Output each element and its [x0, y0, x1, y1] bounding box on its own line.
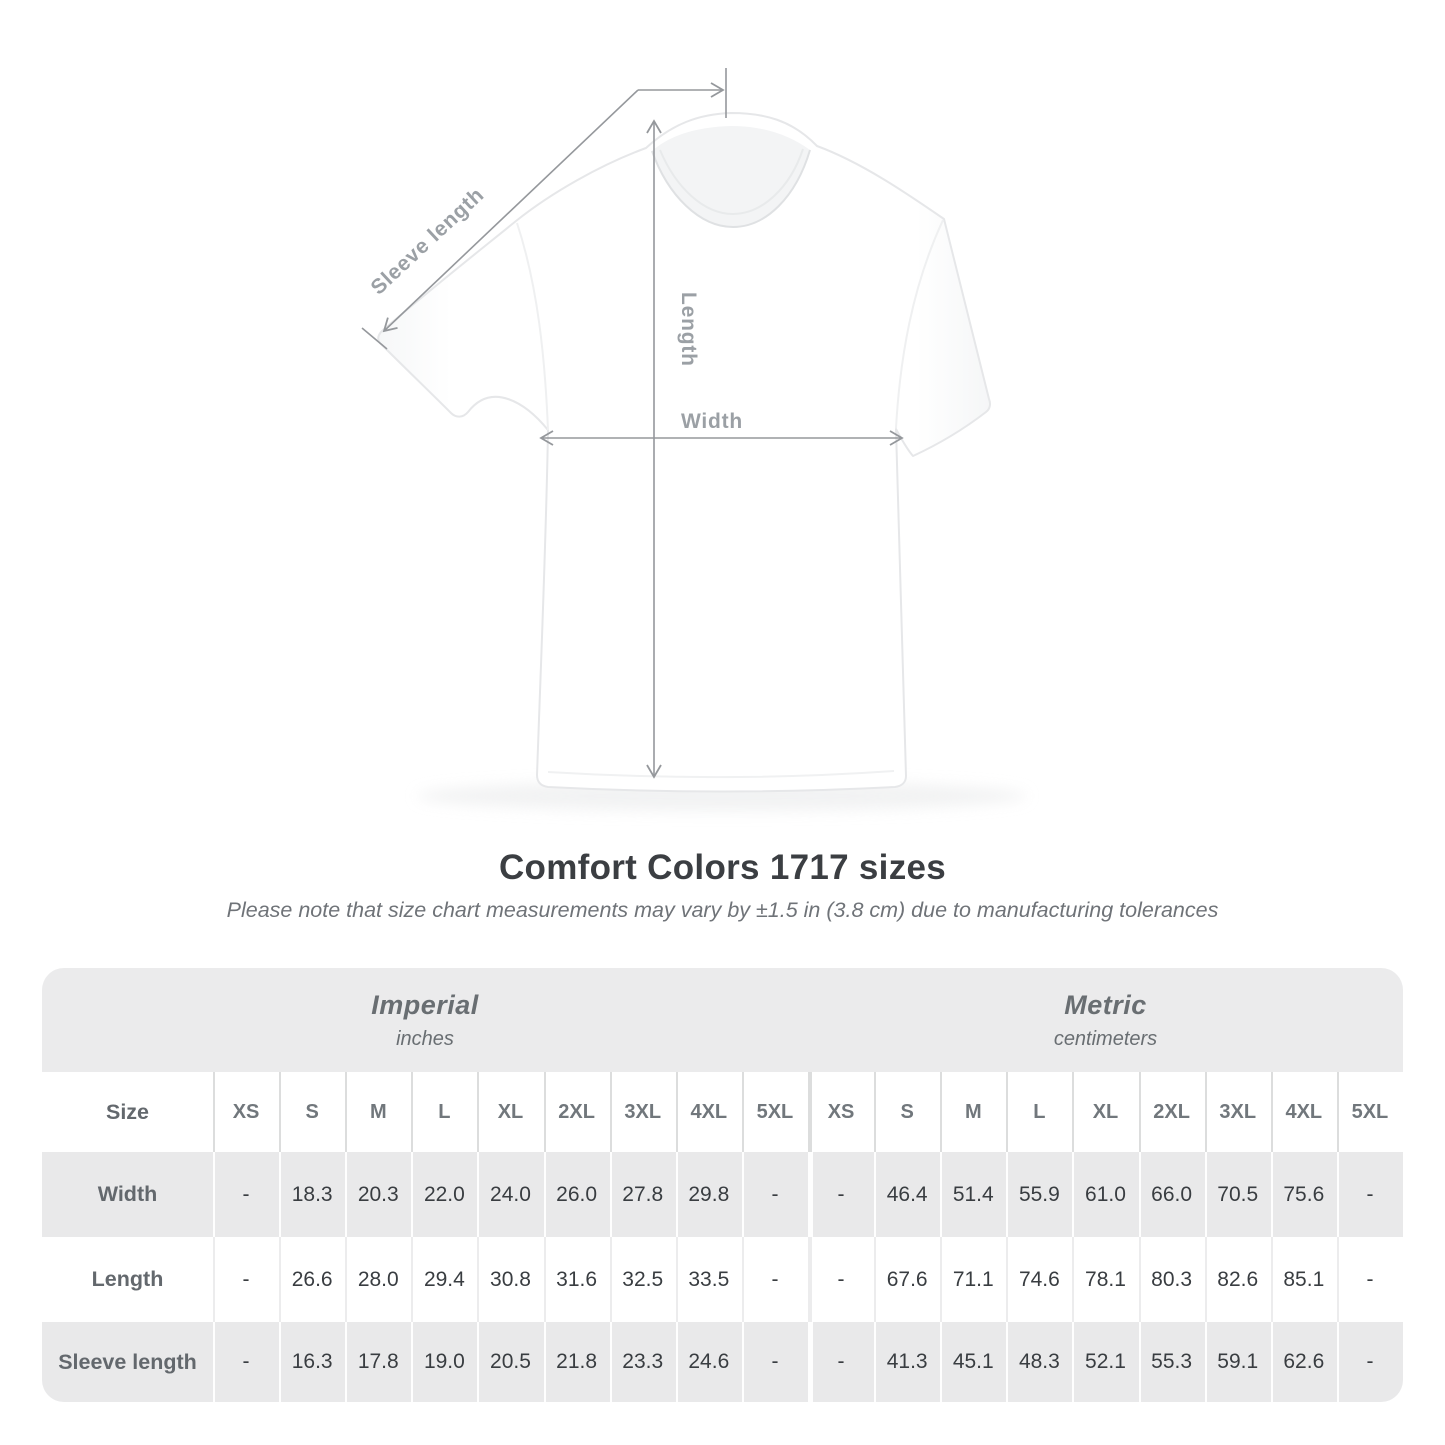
table-cell: 70.5: [1205, 1152, 1271, 1237]
table-cell: 20.5: [477, 1322, 543, 1402]
table-cell: 71.1: [940, 1237, 1006, 1322]
table-cell: 29.8: [676, 1152, 742, 1237]
table-cell: 41.3: [874, 1322, 940, 1402]
table-cell: 80.3: [1139, 1237, 1205, 1322]
table-cell: 46.4: [874, 1152, 940, 1237]
table-cell: 22.0: [411, 1152, 477, 1237]
table-cell: 74.6: [1006, 1237, 1072, 1322]
table-cell: 51.4: [940, 1152, 1006, 1237]
table-cell: 23.3: [610, 1322, 676, 1402]
length-label: Length: [677, 292, 700, 367]
size-col-header: 3XL: [610, 1072, 676, 1152]
table-cell: 24.6: [676, 1322, 742, 1402]
size-table: [42, 968, 1403, 1402]
table-cell: 19.0: [411, 1322, 477, 1402]
table-cell: 62.6: [1271, 1322, 1337, 1402]
row-label: Length: [91, 1267, 164, 1291]
size-col-header: 3XL: [1205, 1072, 1271, 1152]
size-col-header: M: [940, 1072, 1006, 1152]
table-cell: -: [1337, 1152, 1403, 1237]
sleeve-length-label: Sleeve length: [366, 183, 489, 300]
table-cell: 33.5: [676, 1237, 742, 1322]
table-cell: 20.3: [345, 1152, 411, 1237]
table-cell: -: [1337, 1322, 1403, 1402]
size-col-header: 4XL: [1271, 1072, 1337, 1152]
size-col-header: S: [279, 1072, 345, 1152]
table-row-width: [42, 1152, 1403, 1237]
table-cell: 26.0: [544, 1152, 610, 1237]
row-label: Sleeve length: [58, 1349, 197, 1374]
size-col-header: XL: [1072, 1072, 1138, 1152]
table-cell: -: [1337, 1237, 1403, 1322]
table-cell: 48.3: [1006, 1322, 1072, 1402]
table-cell: 67.6: [874, 1237, 940, 1322]
metric-group-header: [808, 968, 1403, 1072]
table-cell: 59.1: [1205, 1322, 1271, 1402]
page-title: Comfort Colors 1717 sizes: [498, 848, 947, 887]
table-cell: 21.8: [544, 1322, 610, 1402]
table-cell: -: [808, 1152, 874, 1237]
imperial-group-header: [42, 968, 808, 1072]
table-cell: 32.5: [610, 1237, 676, 1322]
table-cell: 17.8: [345, 1322, 411, 1402]
table-cell: 55.3: [1139, 1322, 1205, 1402]
table-cell: 24.0: [477, 1152, 543, 1237]
table-cell: 85.1: [1271, 1237, 1337, 1322]
size-col-header: 4XL: [676, 1072, 742, 1152]
table-cell: -: [213, 1322, 279, 1402]
table-cell: -: [213, 1152, 279, 1237]
table-cell: 82.6: [1205, 1237, 1271, 1322]
table-cell: 27.8: [610, 1152, 676, 1237]
size-header: Size: [105, 1099, 150, 1124]
size-header-row: [42, 1072, 1403, 1152]
size-col-header: 5XL: [742, 1072, 808, 1152]
table-cell: -: [808, 1237, 874, 1322]
size-col-header: XL: [477, 1072, 543, 1152]
tolerance-note: Please note that size chart measurements may vary by ±1.5 in (3.8 cm) due to manufacturing tolerances: [226, 898, 1219, 922]
table-cell: 78.1: [1072, 1237, 1138, 1322]
table-cell: 28.0: [345, 1237, 411, 1322]
table-row-length: [42, 1237, 1403, 1322]
table-cell: -: [808, 1322, 874, 1402]
table-cell: 30.8: [477, 1237, 543, 1322]
table-cell: 18.3: [279, 1152, 345, 1237]
table-cell: 31.6: [544, 1237, 610, 1322]
size-col-header: XS: [808, 1072, 874, 1152]
imperial-unit: inches: [396, 1027, 454, 1050]
table-row-sleeve-length: [42, 1322, 1403, 1402]
size-col-header: L: [411, 1072, 477, 1152]
imperial-label: Imperial: [371, 989, 479, 1020]
table-cell: -: [742, 1152, 808, 1237]
table-cell: 16.3: [279, 1322, 345, 1402]
size-col-header: S: [874, 1072, 940, 1152]
size-col-header: L: [1006, 1072, 1072, 1152]
table-cell: -: [213, 1237, 279, 1322]
size-col-header: XS: [213, 1072, 279, 1152]
table-cell: -: [742, 1322, 808, 1402]
size-col-header: 2XL: [1139, 1072, 1205, 1152]
table-cell: 75.6: [1271, 1152, 1337, 1237]
metric-label: Metric: [1064, 989, 1147, 1020]
row-label: Width: [97, 1182, 158, 1206]
table-cell: -: [742, 1237, 808, 1322]
size-col-header: M: [345, 1072, 411, 1152]
table-cell: 66.0: [1139, 1152, 1205, 1237]
size-col-header: 2XL: [544, 1072, 610, 1152]
table-cell: 26.6: [279, 1237, 345, 1322]
unit-group-header: [42, 968, 1403, 1072]
size-col-header: 5XL: [1337, 1072, 1403, 1152]
table-cell: 61.0: [1072, 1152, 1138, 1237]
table-cell: 52.1: [1072, 1322, 1138, 1402]
width-label: Width: [680, 410, 744, 433]
metric-unit: centimeters: [1053, 1027, 1158, 1050]
table-cell: 29.4: [411, 1237, 477, 1322]
table-cell: 55.9: [1006, 1152, 1072, 1237]
table-cell: 45.1: [940, 1322, 1006, 1402]
